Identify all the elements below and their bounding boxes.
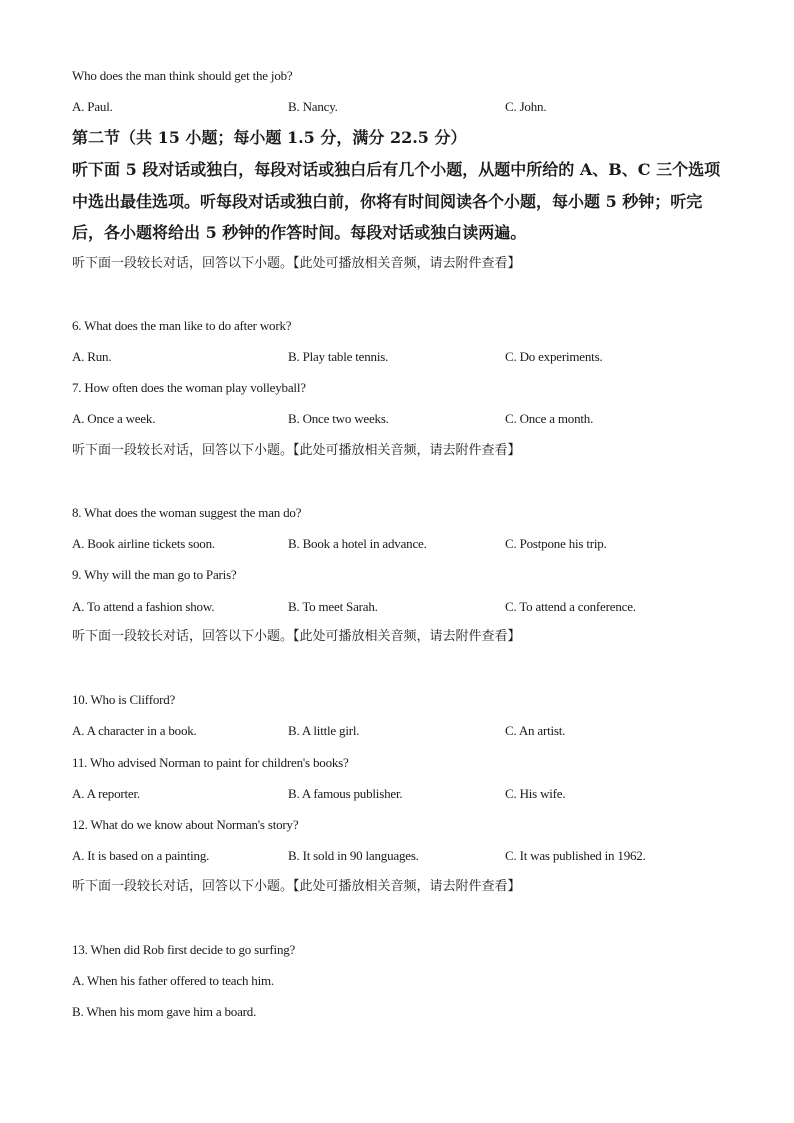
question-8-option-b: B. Book a hotel in advance. [288,536,427,551]
question-6-option-c: C. Do experiments. [505,349,603,364]
question-5-option-a: A. Paul. [72,99,113,114]
question-10-option-a: A. A character in a book. [72,723,197,738]
question-13-option-a: A. When his father offered to teach him. [72,973,274,988]
instruction-line-1: 听下面 5 段对话或独白，每段对话或独白后有几个小题，从题中所给的 A、B、C 三个选项 [72,160,721,179]
question-6-option-b: B. Play table tennis. [288,349,389,364]
question-12-option-b: B. It sold in 90 languages. [288,848,419,863]
question-12-option-a: A. It is based on a painting. [72,848,210,863]
question-9-text: 9. Why will the man go to Paris? [72,567,237,582]
instruction-line-3: 后，各小题将给出 5 秒钟的作答时间。每段对话或独白读两遍。 [72,223,527,242]
audio-note-2: 听下面一段较长对话，回答以下小题。【此处可播放相关音频，请去附件查看】 [72,443,521,458]
question-5-text: Who does the man think should get the job? [72,68,293,83]
question-12-options [72,847,722,865]
question-10-option-c: C. An artist. [505,723,566,738]
question-8-option-c: C. Postpone his trip. [505,536,607,551]
question-9-option-b: B. To meet Sarah. [288,599,378,614]
question-11-options [72,785,722,803]
question-13-text: 13. When did Rob first decide to go surfing? [72,942,296,957]
question-6-text: 6. What does the man like to do after work? [72,318,292,333]
question-11-option-c: C. His wife. [505,786,566,801]
question-12-option-c: C. It was published in 1962. [505,848,646,863]
question-9-option-a: A. To attend a fashion show. [72,599,215,614]
question-11-option-b: B. A famous publisher. [288,786,403,801]
question-13-option-b: B. When his mom gave him a board. [72,1004,257,1019]
audio-note-4: 听下面一段较长对话，回答以下小题。【此处可播放相关音频，请去附件查看】 [72,879,521,894]
question-7-option-c: C. Once a month. [505,411,594,426]
question-7-text: 7. How often does the woman play volleyball? [72,380,306,395]
question-5-option-c: C. John. [505,99,547,114]
audio-note-3: 听下面一段较长对话，回答以下小题。【此处可播放相关音频，请去附件查看】 [72,629,521,644]
question-6-options [72,348,722,366]
question-11-text: 11. Who advised Norman to paint for children's books? [72,755,349,770]
question-7-option-a: A. Once a week. [72,411,156,426]
question-8-text: 8. What does the woman suggest the man do? [72,505,302,520]
section-2-instructions [72,154,721,249]
question-6-option-a: A. Run. [72,349,112,364]
question-10-text: 10. Who is Clifford? [72,692,176,707]
question-10-option-b: B. A little girl. [288,723,360,738]
question-9-options [72,598,722,616]
question-5-option-b: B. Nancy. [288,99,338,114]
question-8-options [72,535,722,553]
question-10-options [72,722,722,740]
instruction-line-2: 中选出最佳选项。听每段对话或独白前，你将有时间阅读各个小题，每小题 5 秒钟；听完 [72,191,703,211]
audio-note-1: 听下面一段较长对话，回答以下小题。【此处可播放相关音频，请去附件查看】 [72,256,521,271]
question-12-text: 12. What do we know about Norman's story? [72,817,299,832]
question-5-options [72,98,722,116]
exam-page [72,0,722,1123]
question-7-option-b: B. Once two weeks. [288,411,389,426]
question-8-option-a: A. Book airline tickets soon. [72,536,215,551]
question-11-option-a: A. A reporter. [72,786,140,801]
question-7-options [72,410,722,428]
question-9-option-c: C. To attend a conference. [505,599,636,614]
section-2-title: 第二节（共 15 小题；每小题 1.5 分，满分 22.5 分） [72,128,467,147]
